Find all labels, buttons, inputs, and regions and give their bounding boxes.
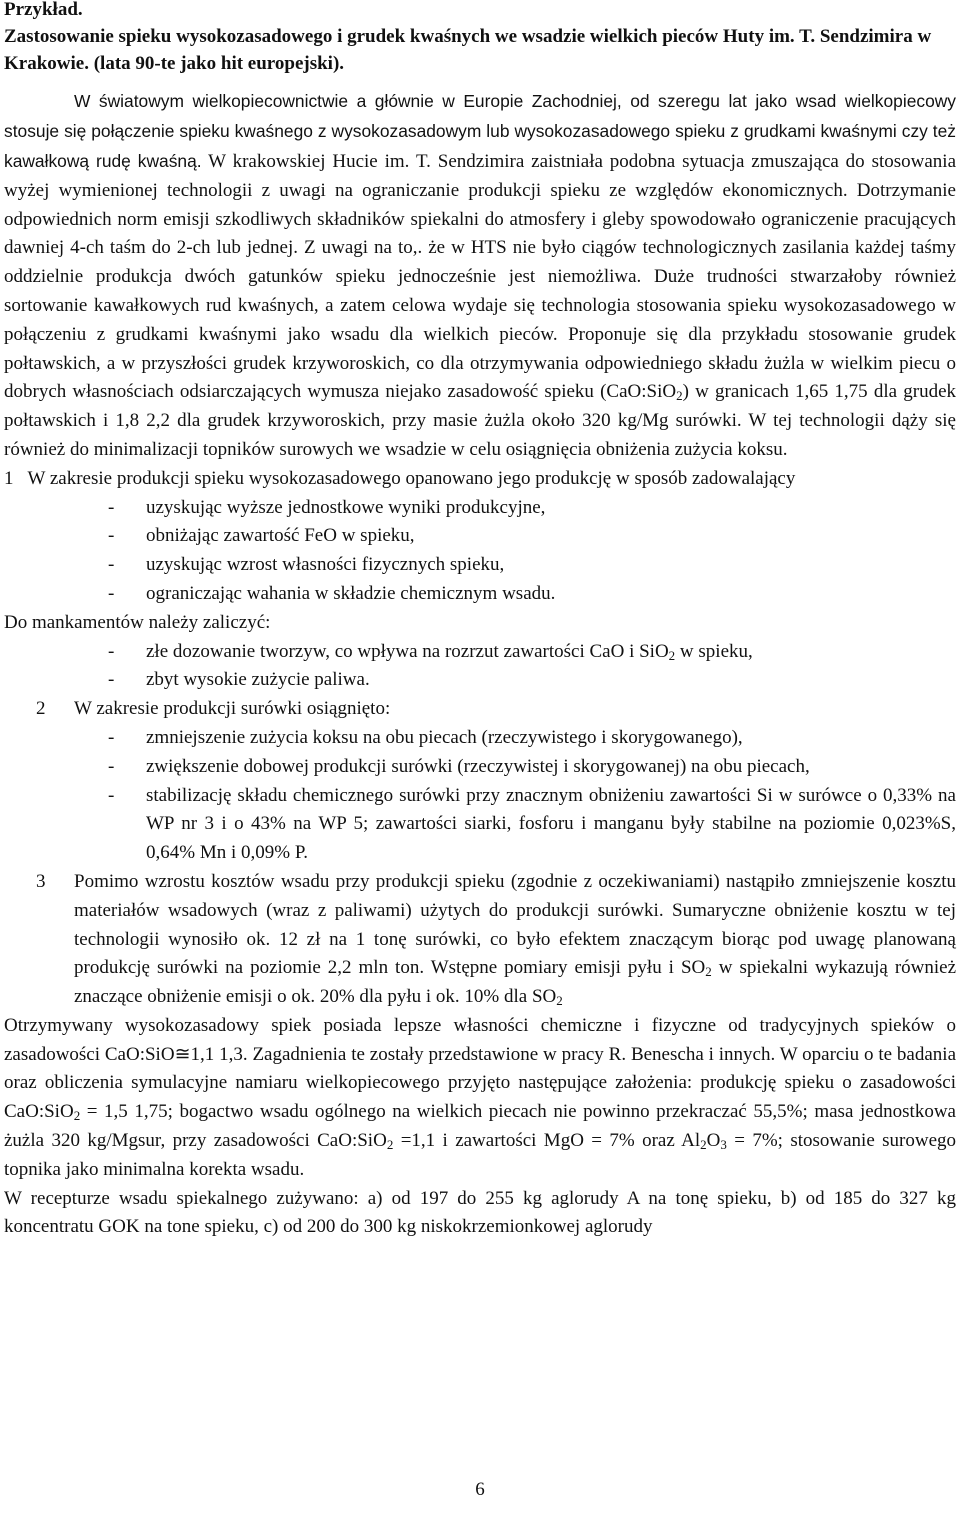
section-2-text: W zakresie produkcji surówki osiągnięto: bbox=[74, 698, 391, 720]
approx-equal-symbol: ≅ bbox=[174, 1043, 191, 1065]
section-1-list bbox=[4, 494, 956, 609]
page-number: 6 bbox=[475, 1479, 485, 1500]
section-2-paragraph bbox=[4, 695, 956, 724]
intro-paragraph bbox=[4, 87, 956, 464]
list-item: - obniżając zawartość FeO w spieku, bbox=[108, 525, 415, 547]
list-item: - ograniczając wahania w składzie chemicznym wsadu. bbox=[108, 582, 556, 604]
list-item: - zwiększenie dobowej produkcji surówki (rzeczywistej i skorygowanej) na obu piecach, bbox=[108, 755, 810, 777]
section-3-paragraph: 3 Pomimo wzrostu kosztów wsadu przy produkcji spieku (zgodnie z oczekiwaniami) nastąpiło zmniejszenie kosztu materiałów wsadowych (wraz z paliwami) użytych do produkcji surówki. Sumaryczne obniżenie kosztu w tej technologii wynosiło ok. 12 zł na 1 tonę surówki, co było efektem znaczącym biorąc pod uwagę planowaną produkcję surówki na poziomie 2,2 mln ton. Wstępne pomiary emisji pyłu i $SO_2$ w spiekalni wykazują również znaczące obniżenie emisji o ok. 20% dla pyłu i ok. 10% dla $SO_2$ bbox=[4, 868, 956, 1012]
example-label: Przykład. bbox=[4, 0, 83, 20]
section-1-text: W zakresie produkcji spieku wysokozasadowego opanowano jego produkcję w sposób zadowalający bbox=[27, 467, 796, 489]
document-page bbox=[4, 0, 956, 1242]
intro-serif-text-2: ) w granicach 1,65 1,75 dla grudek połtawskich i 1,8 2,2 dla grudek krzyworoskich, przy masie żużla około 320 kg/Mg surówki. W tej technologii dąży się również do minimalizacji topników surowych we wsadzie w celu osiągnięcia obniżenia zużycia koksu. bbox=[4, 381, 956, 460]
list-item: - złe dozowanie tworzyw, co wpływa na rozrzut zawartości CaO i SiO$_2$ w spieku, bbox=[108, 640, 753, 663]
list-item: - uzyskując wyższe jednostkowe wyniki produkcyjne, bbox=[108, 496, 546, 518]
list-item: - zbyt wysokie zużycie paliwa. bbox=[108, 669, 370, 691]
example-heading bbox=[4, 0, 956, 77]
section-2-list bbox=[4, 724, 956, 868]
intro-sans-text: W światowym wielkopiecownictwie a głównie w Europie Zachodniej, od szeregu lat jako wsad wielkopiecowy stosuje się połączenie spieku kwaśnego z wysokozasadowym lub wysokozasadowego spieku z grudkami kwaśnymi czy też kawałkową rudę kwaśną. bbox=[4, 91, 956, 171]
section-1-paragraph bbox=[4, 465, 956, 494]
intro-serif-text: W krakowskiej Hucie im. T. Sendzimira zaistniała podobna sytuacja zmuszająca do stosowania wyżej wymienionej technologii z uwagi na ograniczanie produkcji spieku ze względów ekonomicznych. Dotrzymanie odpowiednich norm emisji szkodliwych składników spiekalni do atmosfery i gleby spowodowało ograniczenie pracujących dawniej 4-ch taśm do 2-ch lub jednej. Z uwagi na to,. że w HTS nie było ciągów technologicznych zasilania każdej taśmy oddzielnie produkcja dwóch gatunków spieku jednocześnie jest niemożliwa. Duże trudności stwarzałoby również sortowanie kawałkowych rud kwaśnych, a zatem celowa wydaje się technologia stosowania spieku wysokozasadowego w połączeniu z grudkami kwaśnymi jako wsadu dla wielkich pieców. Proponuje się dla przykładu stosowanie grudek połtawskich, a w przyszłości grudek krzyworoskich, co dla otrzymywania odpowiedniego składu żużla w wielkim piecu o dobrych własnościach odsiarczających wymusza niejako zasadowość spieku (CaO:SiO bbox=[4, 150, 957, 403]
defects-list bbox=[4, 638, 956, 696]
closing-paragraph: Otrzymywany wysokozasadowy spiek posiada lepsze własności chemiczne i fizyczne od tradycyjnych spieków o zasadowości CaO:SiO≅1,1 1,3. Zagadnienia te zostały przedstawione w pracy R. Benescha i innych. W oparciu o te badania oraz obliczenia symulacyjne namiaru wielkopiecowego przyjęto następujące założenia: produkcję spieku o zasadowości CaO:SiO$_2$ = 1,5 1,75; bogactwo wsadu ogólnego na wielkich piecach nie powinno przekraczać 55,5%; masa jednostkowa żużla 320 kg/Mgsur, przy zasadowości CaO:SiO$_2$ =1,1 i zawartości MgO = 7% oraz $Al_2O_3 = 7\%$; stosowanie surowego topnika jako minimalna korekta wsadu. bbox=[4, 1014, 957, 1180]
defects-heading: Do mankamentów należy zaliczyć: bbox=[4, 611, 271, 633]
example-title: Zastosowanie spieku wysokozasadowego i grudek kwaśnych we wsadzie wielkich pieców Huty im. T. Sendzimira w Krakowie. (lata 90-te jako hit europejski). bbox=[4, 25, 932, 74]
list-item: - zmniejszenie zużycia koksu na obu piecach (rzeczywistego i skorygowanego), bbox=[108, 726, 743, 748]
section-2-number: 2 bbox=[36, 698, 46, 720]
section-1-number: 1 bbox=[4, 467, 14, 489]
recipe-paragraph: W recepturze wsadu spiekalnego zużywano: a) od 197 do 255 kg aglorudy A na tonę spieku, b) od 185 do 327 kg koncentratu GOK na tone spieku, c) od 200 do 300 kg niskokrzemionkowej aglorudy bbox=[4, 1187, 956, 1238]
list-item: - stabilizację składu chemicznego surówki przy znacznym obniżeniu zawartości Si w surówce o 0,33% na WP nr 3 i o 43% na WP 5; zawartości siarki, fosforu i manganu były stabilne na poziomie 0,023%S, 0,64% Mn i 0,09% P. bbox=[108, 784, 956, 864]
section-3-number: 3 bbox=[36, 870, 46, 892]
intro-subscript: 2 bbox=[676, 388, 683, 404]
list-item: - uzyskując wzrost własności fizycznych spieku, bbox=[108, 554, 505, 576]
